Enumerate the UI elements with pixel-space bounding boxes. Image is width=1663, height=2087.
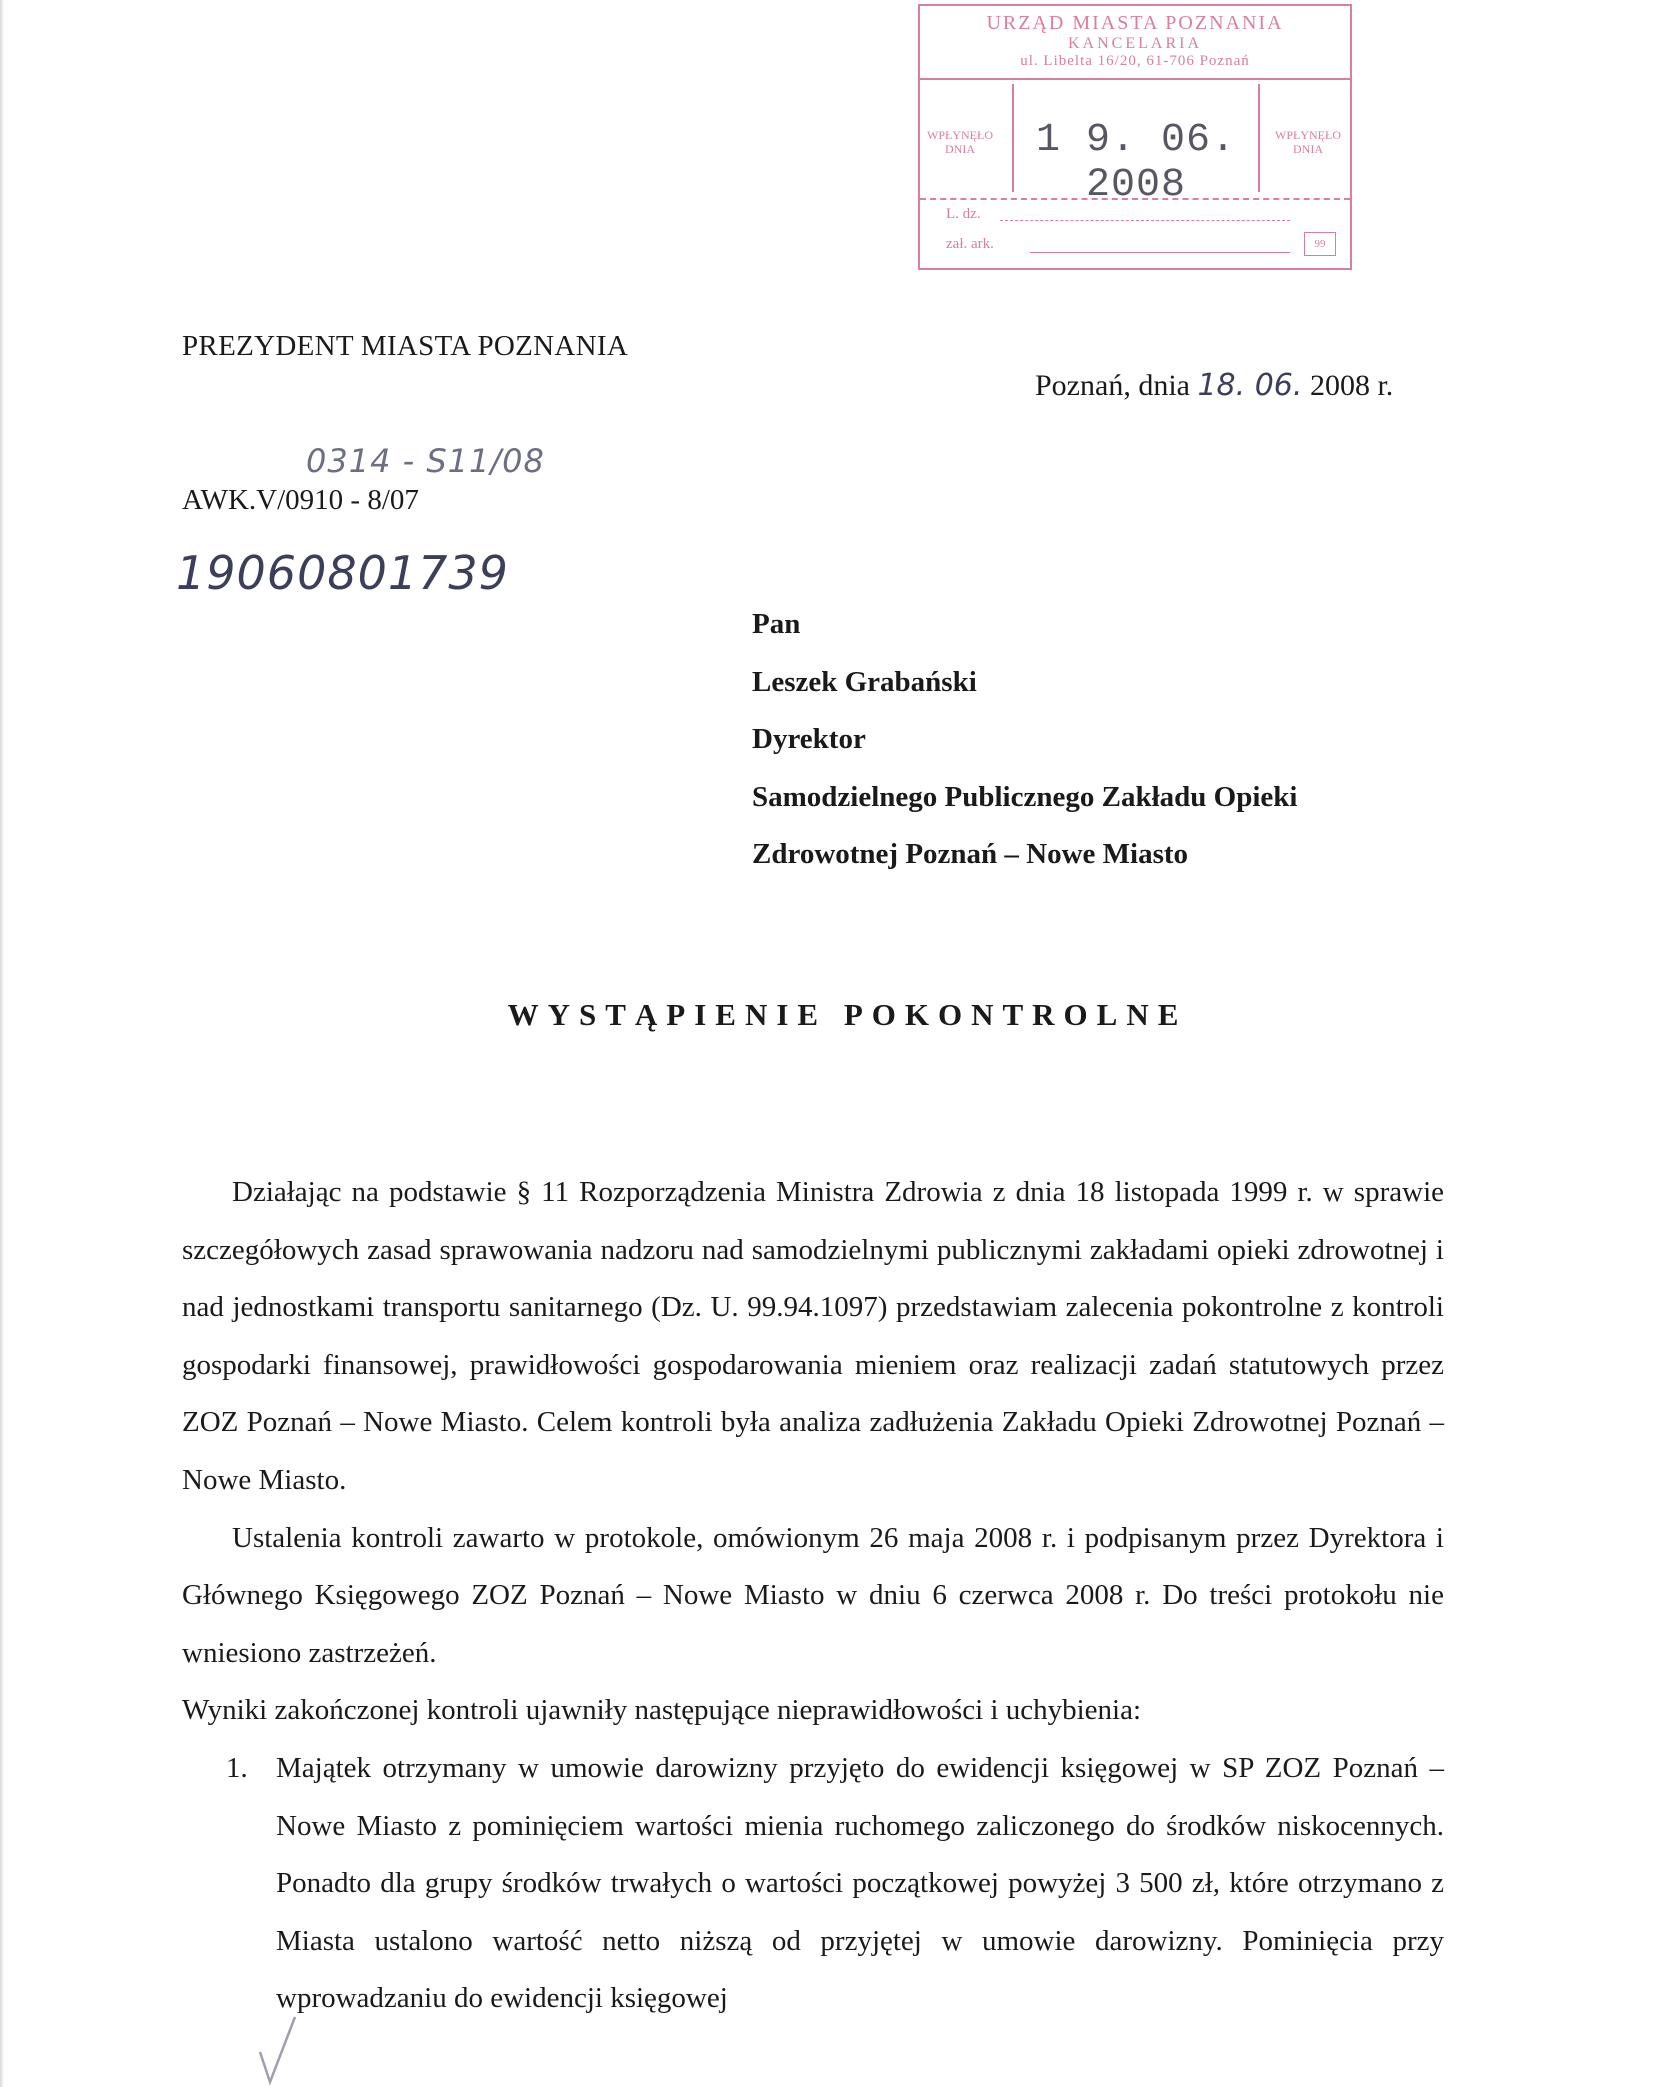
addressee-institution-line2: Zdrowotnej Poznań – Nowe Miasto (752, 838, 1189, 870)
stamp-ld-label: L. dz. (946, 206, 981, 222)
stamp-box-number: 99 (1304, 232, 1336, 256)
stamp-zal-label: zał. ark. (946, 236, 994, 252)
stamp-zal-row (930, 232, 1340, 262)
sender-title: PREZYDENT MIASTA POZNANIA (182, 330, 629, 362)
body-paragraph-3: Wyniki zakończonej kontroli ujawniły następujące nieprawidłowości i uchybienia: (182, 1694, 1141, 1727)
stamp-header (920, 6, 1350, 80)
place-date-prefix: Poznań, dnia (1035, 369, 1198, 402)
margin-check-mark (250, 2012, 310, 2087)
stamp-department: KANCELARIA (1068, 35, 1202, 52)
addressee-position: Dyrektor (752, 723, 866, 755)
addressee-block (752, 596, 1297, 884)
finding-item-1 (182, 1740, 1444, 2028)
stamp-date: 1 9. 06. 2008 (1035, 118, 1237, 208)
addressee-institution-line1: Samodzielnego Publicznego Zakładu Opieki (752, 780, 1298, 813)
stamp-address: ul. Libelta 16/20, 61-706 Poznań (1020, 53, 1250, 69)
stamp-office: URZĄD MIASTA POZNANIA (986, 12, 1284, 34)
addressee-name: Leszek Grabański (752, 665, 977, 698)
finding-item-number: 1. (226, 1751, 248, 1784)
body-paragraph-2: Ustalenia kontroli zawarto w protokole, omówionym 26 maja 2008 r. i podpisanym przez Dyrektora i Głównego Księgowego ZOZ Poznań – Nowe Miasto w dniu 6 czerwca 2008 r. Do treści protokołu nie wniesiono zastrzeżeń. (182, 1521, 1444, 1669)
place-date-handwritten: 18. 06. (1197, 368, 1303, 403)
place-date-year: 2008 (1302, 369, 1370, 402)
finding-item-text: Majątek otrzymany w umowie darowizny przyjęto do ewidencji księgowej w SP ZOZ Poznań – Nowe Miasto z pominięciem wartości mienia ruchomego zaliczonego do środków niskocennych. Ponadto dla grupy środków trwałych o wartości początkowej powyżej 3 500 zł, które otrzymano z Miasta ustalono wartość netto niższą od przyjętej w umowie darowizny. Pominięcia przy wprowadzaniu do ewidencji księgowej (276, 1751, 1444, 2015)
place-date (1035, 368, 1393, 403)
case-reference: AWK.V/0910 - 8/07 (182, 484, 419, 516)
registry-stamp (918, 4, 1352, 270)
document-body (182, 1164, 1444, 2028)
scan-edge (0, 0, 4, 2087)
stamp-date-box (1012, 84, 1260, 208)
handwritten-reference: 0314 - S11/08 (306, 442, 545, 480)
document-title: WYSTĄPIENIE POKONTROLNE (507, 997, 1188, 1032)
stamp-ld-row (930, 202, 1340, 232)
stamp-footer (930, 202, 1340, 262)
stamp-received-label-right: WPŁYNĘŁO DNIA (1275, 128, 1341, 156)
addressee-salutation: Pan (752, 608, 801, 640)
stamp-received-label-left: WPŁYNĘŁO DNIA (927, 128, 993, 156)
body-paragraph-1: Działając na podstawie § 11 Rozporządzenia Ministra Zdrowia z dnia 18 listopada 1999 r. w sprawie szczegółowych zasad sprawowania nadzoru nad samodzielnymi publicznymi zakładami opieki zdrowotnej i nad jednostkami transportu sanitarnego (Dz. U. 99.94.1097) przedstawiam zalecenia pokontrolne z kontroli gospodarki finansowej, prawidłowości gospodarowania mieniem oraz realizacji zadań statutowych przez ZOZ Poznań – Nowe Miasto. Celem kontroli była analiza zadłużenia Zakładu Opieki Zdrowotnej Poznań – Nowe Miasto. (182, 1176, 1444, 1496)
stamp-ld-line (1000, 220, 1290, 221)
place-date-suffix: r. (1369, 369, 1394, 402)
handwritten-registry-number: 19060801739 (176, 546, 509, 600)
stamp-date-section (920, 80, 1350, 208)
stamp-zal-line (1030, 252, 1290, 253)
